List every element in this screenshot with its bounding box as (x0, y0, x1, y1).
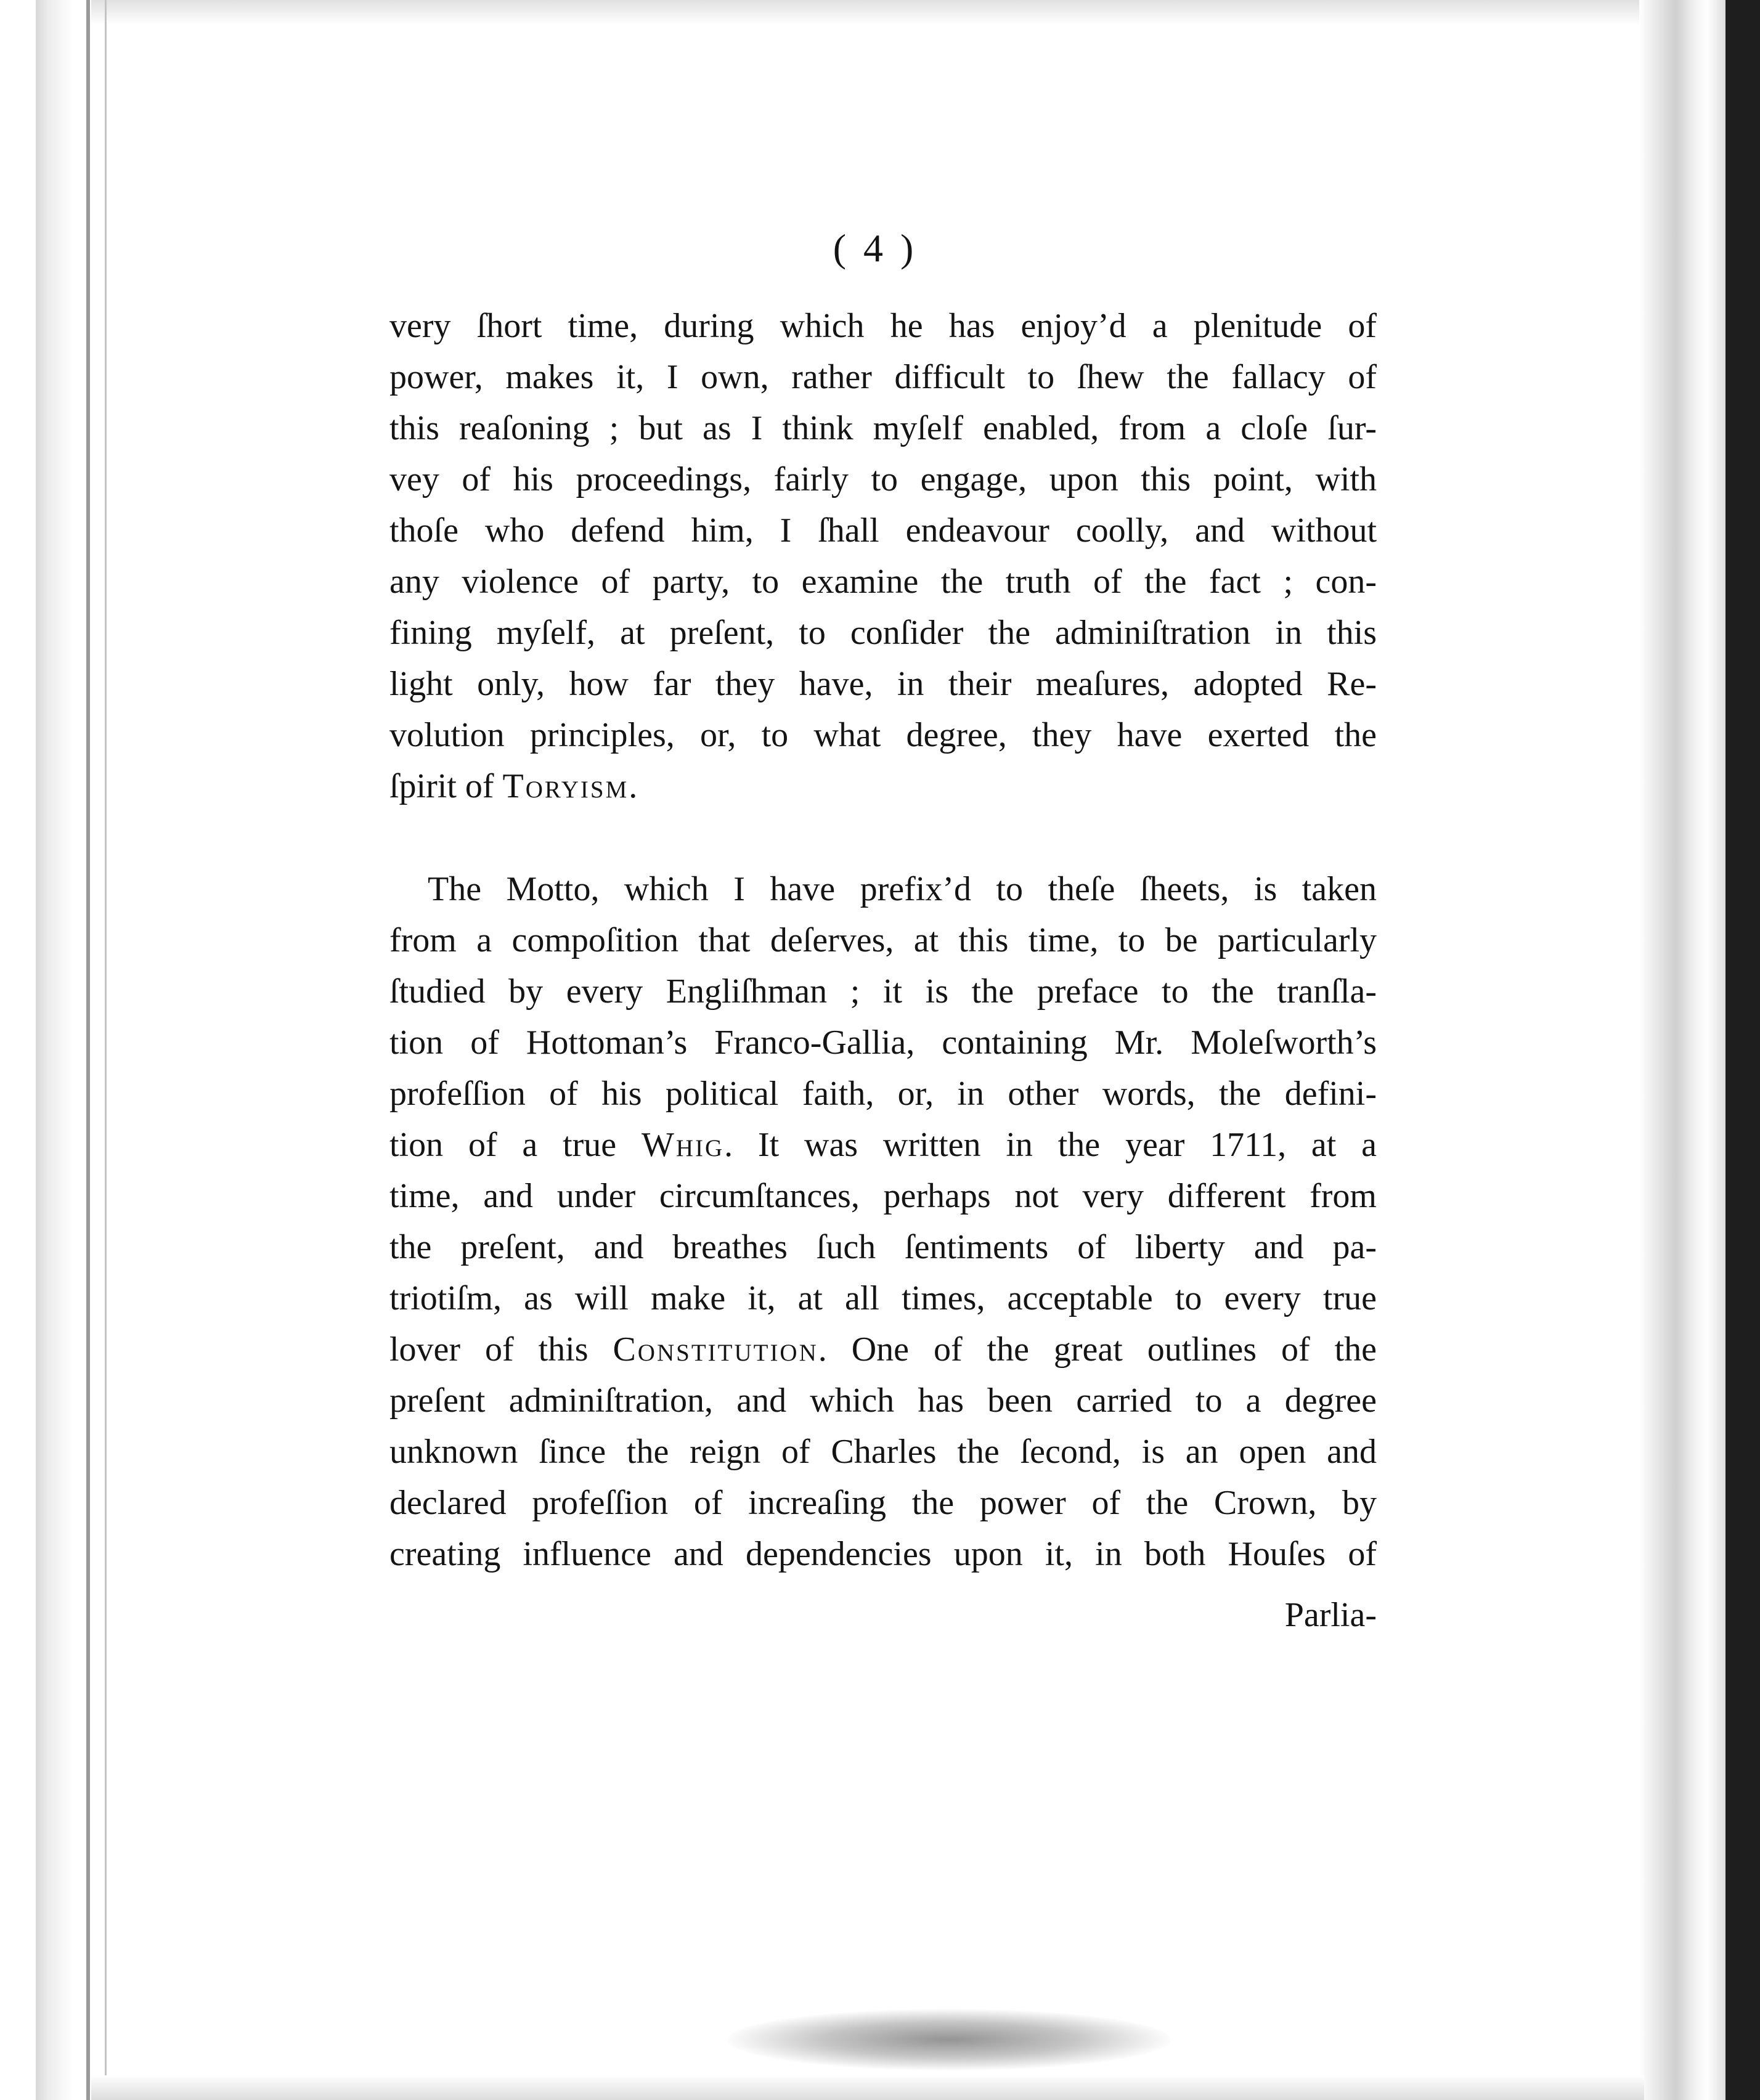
text-line: very ſhort time, during which he has enjoy’d a plenitude of (389, 307, 1377, 345)
page-right-border (1725, 0, 1760, 2100)
text-line: preſent adminiſtration, and which has been carried to a degree (389, 1382, 1377, 1420)
text-line: vey of his proceedings, fairly to engage, upon this point, with (389, 460, 1377, 499)
text-line: time, and under circumſtances, perhaps not very different from (389, 1177, 1377, 1215)
text-run: . One of the great outlines of the (818, 1330, 1377, 1369)
text-line: volution principles, or, to what degree, they have exerted the (389, 716, 1377, 754)
text-line: light only, how far they have, in their meaſures, adopted Re- (389, 665, 1377, 703)
text-run: tion of a true (389, 1126, 642, 1164)
text-line (389, 761, 1377, 812)
page-left-edge-shadow (36, 0, 91, 2100)
text-line: ſtudied by every Engliſhman ; it is the preface to the tranſla- (389, 972, 1377, 1011)
text-line: this reaſoning ; but as I think myſelf enabled, from a cloſe ſur- (389, 409, 1377, 447)
page-left-edge-line-inner (105, 0, 107, 2100)
text-line: unknown ſince the reign of Charles the ſecond, is an open and (389, 1433, 1377, 1471)
text-run: . It was written in the year 1711, at a (724, 1126, 1377, 1164)
small-caps-term: Toryism (502, 767, 629, 805)
small-caps-term: Whig (641, 1126, 725, 1164)
text-line: creating influence and dependencies upon it, in both Houſes of (389, 1535, 1377, 1573)
paragraph-2 (389, 864, 1377, 1580)
text-line (389, 1324, 1377, 1375)
text-line (389, 1120, 1377, 1171)
small-caps-term: Constitution (613, 1330, 818, 1369)
text-line: power, makes it, I own, rather difficult to ſhew the fallacy of (389, 358, 1377, 396)
text-line: fining myſelf, at preſent, to conſider the adminiſtration in this (389, 614, 1377, 652)
page-number: ( 4 ) (833, 226, 918, 270)
text-line: The Motto, which I have prefix’d to theſe ſheets, is taken (428, 870, 1377, 908)
page-top-edge-shadow (91, 0, 1644, 25)
text-line: thoſe who defend him, I ſhall endeavour coolly, and without (389, 511, 1377, 550)
text-line: tion of Hottoman’s Franco-Gallia, containing Mr. Moleſworth’s (389, 1024, 1377, 1062)
page-bottom-edge-shadow (91, 2075, 1644, 2100)
text-run: lover of this (389, 1330, 613, 1369)
catchword: Parlia- (1284, 1596, 1377, 1634)
paragraph-1 (389, 301, 1377, 812)
text-line: declared profeſſion of increaſing the power of the Crown, by (389, 1484, 1377, 1522)
text-line: profeſſion of his political faith, or, in other words, the defini- (389, 1075, 1377, 1113)
ink-smudge (727, 2009, 1171, 2070)
text-line: the preſent, and breathes ſuch ſentiments of liberty and pa- (389, 1228, 1377, 1266)
text-line: any violence of party, to examine the truth of the fact ; con- (389, 563, 1377, 601)
page-left-edge-line (86, 0, 90, 2100)
text-run: ſpirit of (389, 767, 503, 805)
text-line: triotiſm, as will make it, at all times, acceptable to every true (389, 1279, 1377, 1317)
text-line: from a compoſition that deſerves, at this time, to be particularly (389, 921, 1377, 959)
text-run: . (629, 767, 638, 805)
